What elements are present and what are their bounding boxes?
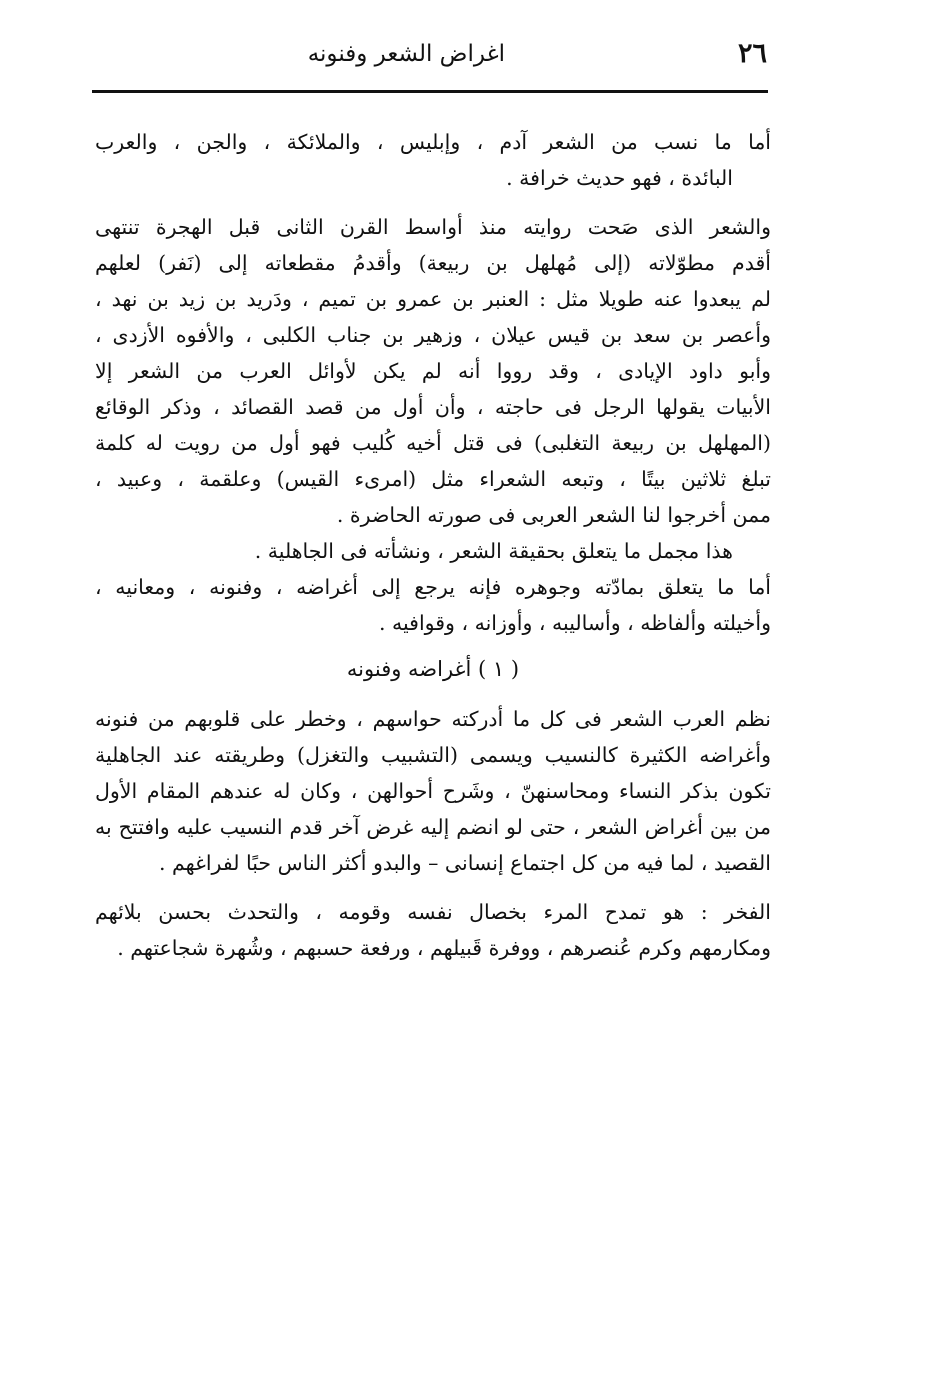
header-rule bbox=[92, 90, 768, 93]
text-line: ومكارمهم وكرم عُنصرهم ، ووفرة قَبيلهم ، ورفعة حسبهم ، وشُهرة شجاعتهم . bbox=[117, 936, 771, 960]
paragraph-5 bbox=[95, 701, 771, 881]
text-line: وأعصر بن سعد بن قيس عيلان ، وزهير بن جناب الكلبى ، والأفوه الأزدى ، bbox=[95, 323, 771, 347]
text-line: هذا مجمل ما يتعلق بحقيقة الشعر ، ونشأته فى الجاهلية . bbox=[254, 539, 733, 563]
text-line: الفخر : هو تمدح المرء بخصال نفسه وقومه ، والتحدث بحسن بلائهم bbox=[95, 900, 771, 924]
section-heading: ( ١ ) أغراضه وفنونه bbox=[346, 657, 520, 681]
text-line: الأبيات يقولها الرجل فى حاجته ، وأن أول من قصد القصائد ، وذكر الوقائع bbox=[95, 395, 771, 419]
text-line: (المهلهل بن ربيعة التغلبى) فى قتل أخيه كُليب فهو أول من رويت له كلمة bbox=[95, 431, 771, 455]
paragraph-1 bbox=[95, 124, 771, 196]
text-line: البائدة ، فهو حديث خرافة . bbox=[506, 166, 733, 190]
paragraph-3 bbox=[95, 533, 771, 569]
paragraph-2 bbox=[95, 209, 771, 533]
body-text bbox=[95, 124, 771, 966]
paragraph-6 bbox=[95, 894, 771, 966]
page-number: ٢٦ bbox=[737, 38, 767, 69]
text-line: لم يبعدوا عنه طويلا مثل : العنبر بن عمرو بن تميم ، ودَريد بن زيد بن نهد ، bbox=[95, 287, 771, 311]
text-line: نظم العرب الشعر فى كل ما أدركته حواسهم ، وخطر على قلوبهم من فنونه bbox=[95, 707, 771, 731]
text-line: وأبو داود الإيادى ، وقد رووا أنه لم يكن لأوائل العرب من الشعر إلا bbox=[95, 359, 771, 383]
text-line: أما ما يتعلق بمادّته وجوهره فإنه يرجع إلى أغراضه ، وفنونه ، ومعانيه ، bbox=[95, 575, 771, 599]
text-line: تكون بذكر النساء ومحاسنهنّ ، وشَرح أحوالهن ، وكان له عندهم المقام الأول bbox=[95, 779, 771, 803]
text-line: القصيد ، لما فيه من كل اجتماع إنسانى – والبدو أكثر الناس حبًا لفراغهم . bbox=[158, 851, 771, 875]
text-line: أما ما نسب من الشعر آدم ، وإبليس ، والملائكة ، والجن ، والعرب bbox=[95, 130, 771, 154]
text-line: من بين أغراض الشعر ، حتى لو انضم إليه غرض آخر قدم النسيب عليه وافتتح به bbox=[95, 815, 771, 839]
text-line: أقدم مطوّلاته (إلى مُهلهل بن ربيعة) وأقدمُ مقطعاته إلى (نَفر) لعلهم bbox=[95, 251, 771, 275]
text-line: وأغراضه الكثيرة كالنسيب ويسمى (التشبيب والتغزل) وطريقته عند الجاهلية bbox=[95, 743, 771, 767]
text-line: والشعر الذى صَحت روايته منذ أواسط القرن الثانى قبل الهجرة تنتهى bbox=[95, 215, 771, 239]
text-line: تبلغ ثلاثين بيتًا ، وتبعه الشعراء مثل (امرىء القيس) وعلقمة ، وعبيد ، bbox=[95, 467, 771, 491]
text-line: ممن أخرجوا لنا الشعر العربى فى صورته الحاضرة . bbox=[336, 503, 771, 527]
paragraph-4 bbox=[95, 569, 771, 641]
text-line: وأخيلته وألفاظه ، وأساليبه ، وأوزانه ، وقوافيه . bbox=[378, 611, 771, 635]
running-title: اغراض الشعر وفنونه bbox=[307, 41, 505, 67]
page-header bbox=[92, 38, 767, 82]
